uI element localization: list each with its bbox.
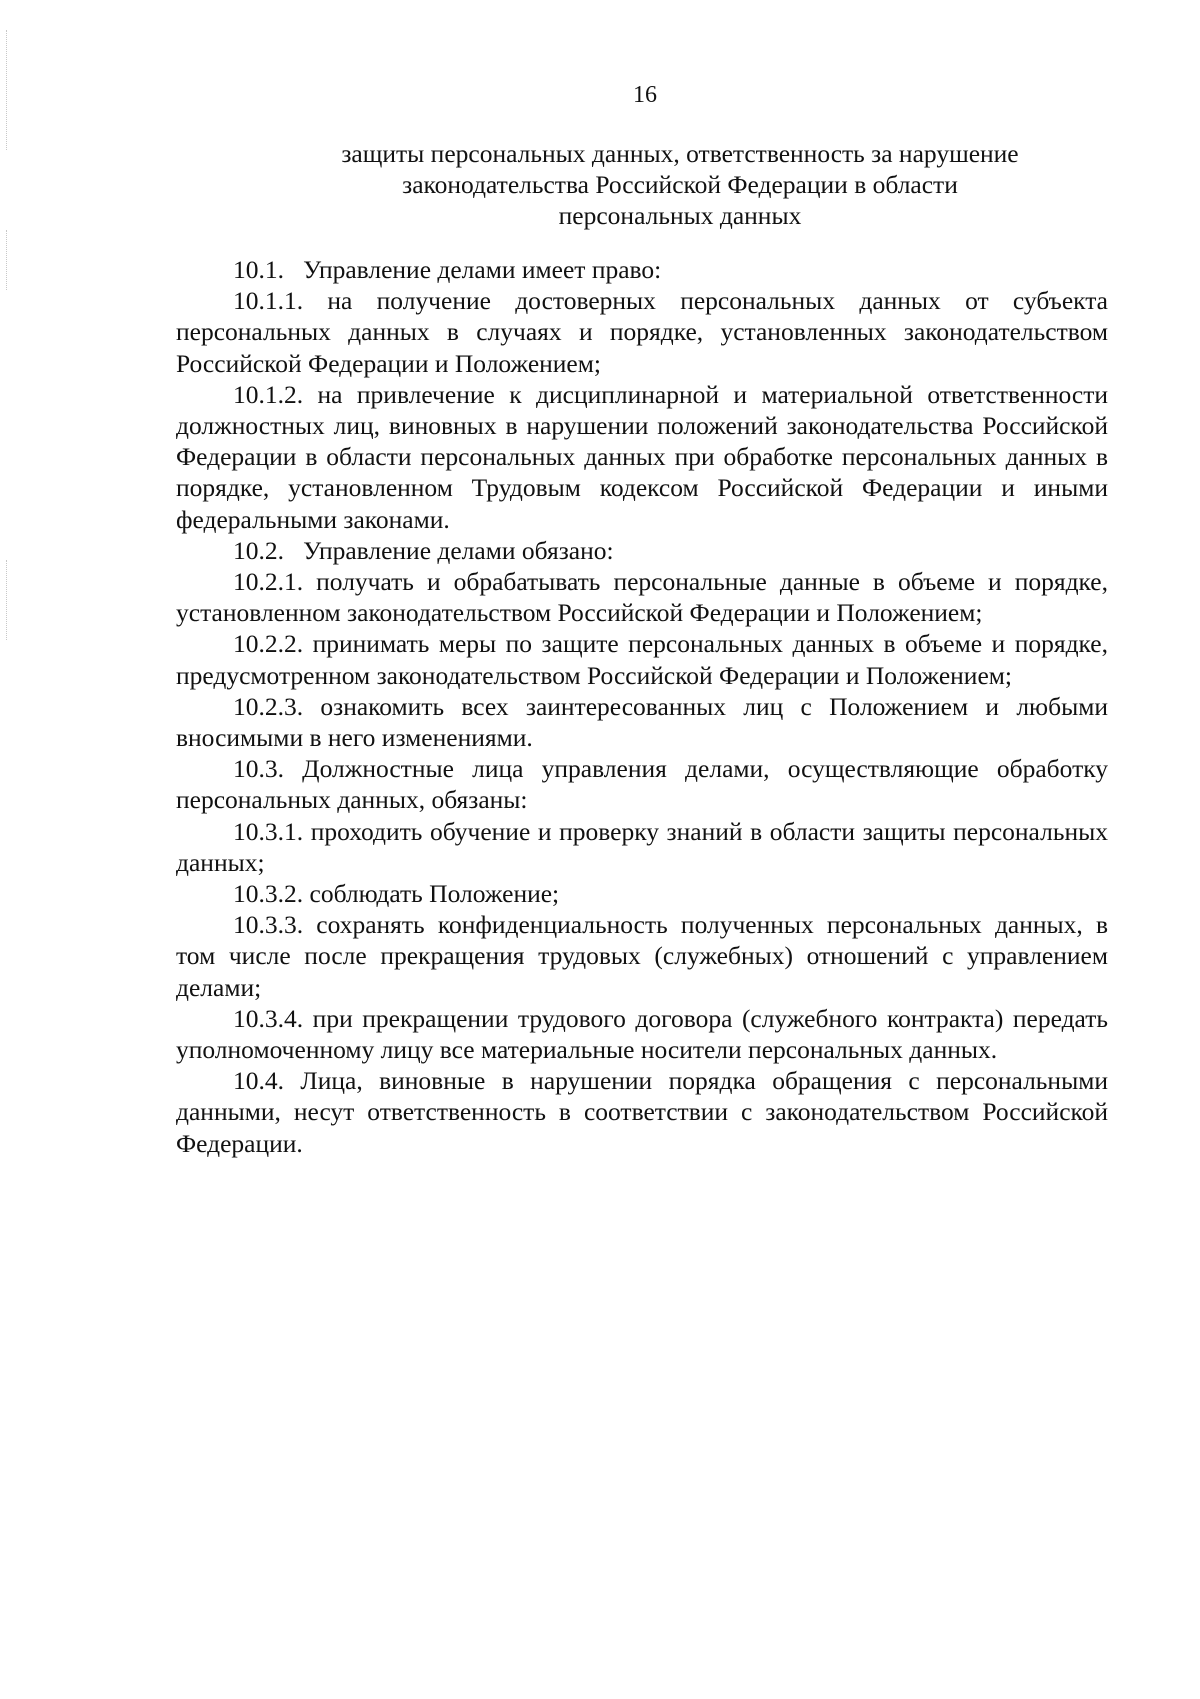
paragraph-10-3-1: 10.3.1. проходить обучение и проверку знаний в области защиты персональных данных; — [176, 816, 1108, 877]
heading-line: персональных данных — [558, 201, 802, 230]
paragraph-10-1-2: 10.1.2. на привлечение к дисциплинарной и материальной ответственности должностных лиц, виновных в нарушении положений законодательства Российской Федерации в области персональных данных при обработке персональных данных в порядке, установленном Трудовым кодексом Российской Федерации и иными федеральными законами. — [176, 379, 1108, 534]
paragraph-10-2-3: 10.2.3. ознакомить всех заинтересованных лиц с Положением и любыми вносимыми в него изменениями. — [176, 691, 1108, 753]
paragraph-10-1-1: 10.1.1. на получение достоверных персональных данных от субъекта персональных данных в случаях и порядке, установленных законодательством Российской Федерации и Положением; — [176, 286, 1108, 378]
scan-artifact — [6, 560, 9, 640]
scan-artifact — [6, 230, 9, 290]
heading-line: законодательства Российской Федерации в области — [402, 170, 958, 199]
paragraph-10-3-4: 10.3.4. при прекращении трудового договора (служебного контракта) передать уполномоченному лицу все материальные носители персональных данных. — [176, 1003, 1108, 1065]
paragraph-10-3-2: 10.3.2. соблюдать Положение; — [233, 879, 560, 909]
paragraph-10-1: 10.1. Управление делами имеет право: — [233, 255, 662, 284]
paragraph-10-4: 10.4. Лица, виновные в нарушении порядка обращения с персональными данными, несут ответственность в соответствии с законодательством Российской Федерации. — [176, 1066, 1108, 1158]
document-body — [176, 254, 1108, 1159]
paragraph-10-3: 10.3. Должностные лица управления делами, осуществляющие обработку персональных данных, обязаны: — [176, 754, 1108, 815]
paragraph-10-2: 10.2. Управление делами обязано: — [233, 535, 614, 565]
heading-line: защиты персональных данных, ответственность за нарушение — [341, 139, 1019, 168]
paragraph-10-2-2: 10.2.2. принимать меры по защите персональных данных в объеме и порядке, предусмотренном законодательством Российской Федерации и Положением; — [176, 629, 1108, 690]
page-number: 16 — [633, 82, 657, 108]
section-heading — [240, 138, 1120, 231]
paragraph-10-2-1: 10.2.1. получать и обрабатывать персональные данные в объеме и порядке, установленном законодательством Российской Федерации и Положением; — [176, 567, 1108, 628]
paragraph-10-3-3: 10.3.3. сохранять конфиденциальность полученных персональных данных, в том числе после прекращения трудовых (служебных) отношений с управлением делами; — [176, 910, 1108, 1002]
